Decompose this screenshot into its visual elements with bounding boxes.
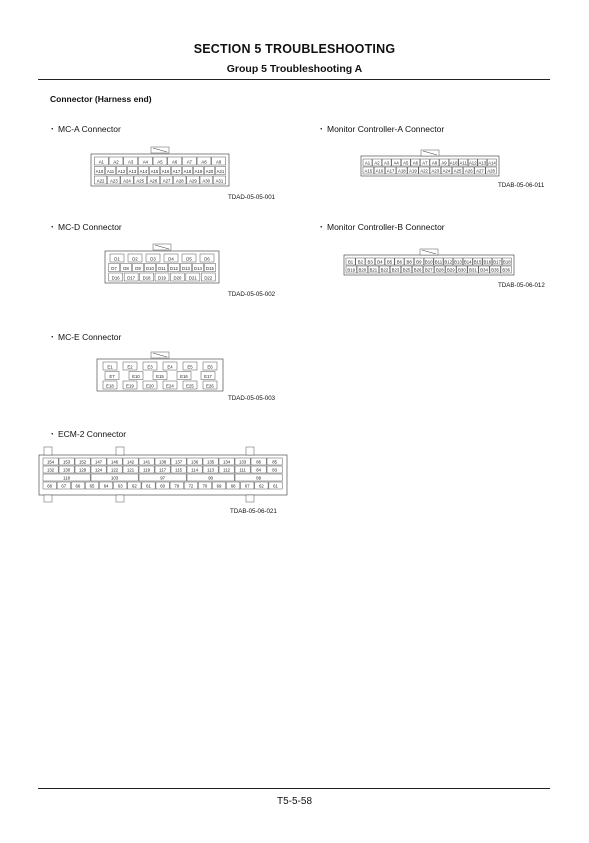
- pin-label: A27: [162, 178, 171, 184]
- pin-label: A25: [136, 178, 145, 184]
- pin-label: 119: [143, 467, 151, 473]
- pin-label: E25: [186, 383, 194, 389]
- page-number: T5-5-58: [276, 796, 312, 807]
- pin-label: A16: [375, 168, 384, 174]
- pin-label: 66: [75, 483, 81, 489]
- connector-label-mc-e: [48, 331, 121, 343]
- pin-label: 68: [230, 483, 236, 489]
- pin-label: A13: [128, 169, 137, 175]
- pin-label: A8: [431, 160, 438, 166]
- pin-label: B18: [502, 259, 511, 265]
- pin-label: 64: [103, 483, 109, 489]
- pin-label: B26: [413, 267, 422, 273]
- pin-label: B19: [347, 267, 356, 273]
- pin-label: 133: [239, 459, 247, 465]
- pin-label: 122: [111, 467, 119, 473]
- pin-label: 68: [47, 483, 53, 489]
- pin-label: D16: [111, 275, 120, 281]
- bullet-mark: ・: [48, 222, 57, 232]
- pin-label: A13: [478, 160, 487, 166]
- pin-label: 136: [191, 459, 199, 465]
- pin-label: B20: [358, 267, 367, 273]
- pin-label: D4: [168, 256, 174, 262]
- pin-label: 111: [239, 467, 246, 473]
- pin-label: 84: [256, 467, 261, 473]
- pin-label: D7: [111, 266, 117, 272]
- pin-label: 114: [191, 467, 199, 473]
- monitor-b-connector-diagram: [343, 249, 515, 277]
- pin-label: 72: [188, 483, 194, 489]
- pin-label: A16: [161, 169, 170, 175]
- connector-name: MC-A Connector: [58, 124, 121, 134]
- pin-label: 153: [63, 459, 71, 465]
- pin-label: A6: [412, 160, 418, 166]
- section-title: SECTION 5 TROUBLESHOOTING: [193, 42, 396, 56]
- pin-label: 103: [111, 475, 119, 481]
- pin-label: A11: [459, 160, 467, 166]
- pin-label: D14: [194, 266, 202, 272]
- pin-label: A14: [139, 169, 148, 175]
- pin-label: E10: [132, 374, 140, 380]
- pin-label: D20: [173, 275, 182, 281]
- mount-tab: [44, 495, 52, 502]
- pin-label: 113: [207, 467, 215, 473]
- pin-label: E26: [206, 383, 214, 389]
- pin-label: 137: [175, 459, 183, 465]
- pin-label: D13: [182, 266, 190, 272]
- connector-label-ecm2: [48, 428, 126, 440]
- pin-label: B30: [458, 267, 466, 273]
- pin-label: 138: [159, 459, 167, 465]
- pin-label: A10: [95, 169, 104, 175]
- figure-code-mc-a: TDAD-05-05-001: [228, 194, 276, 201]
- pin-label: 142: [127, 459, 135, 465]
- pin-label: A2: [113, 159, 119, 165]
- pin-label: A17: [172, 169, 181, 175]
- pin-label: 83: [272, 467, 277, 473]
- pin-label: 63: [117, 483, 123, 489]
- connector-name: Monitor Controller-B Connector: [327, 222, 445, 232]
- pin-label: A3: [128, 159, 134, 165]
- connector-name: ECM-2 Connector: [58, 429, 127, 439]
- monitor-a-connector-diagram: [360, 150, 500, 178]
- pin-label: A29: [189, 178, 197, 184]
- mc-d-connector-diagram: [104, 243, 220, 285]
- pin-label: A19: [409, 168, 417, 174]
- pin-label: 70: [202, 483, 208, 489]
- pin-label: B10: [424, 259, 433, 265]
- pin-label: A2: [374, 160, 380, 166]
- pin-label: D18: [142, 275, 151, 281]
- pin-label: 115: [175, 467, 183, 473]
- pin-label: B3: [367, 259, 373, 265]
- pin-label: A25: [453, 168, 462, 174]
- pin-label: B35: [491, 267, 499, 273]
- pin-label: 135: [207, 459, 215, 465]
- pin-label: D10: [146, 266, 154, 272]
- pin-label: 130: [63, 467, 71, 473]
- pin-label: B29: [447, 267, 455, 273]
- pin-label: D8: [123, 266, 129, 272]
- pin-label: A4: [393, 160, 399, 166]
- pin-label: D21: [188, 275, 197, 281]
- pin-label: 62: [259, 483, 264, 489]
- pin-label: B22: [380, 267, 389, 273]
- connector-label-mc-d: [48, 221, 122, 233]
- pin-label: E4: [167, 364, 173, 370]
- mount-tab: [246, 495, 254, 502]
- pin-label: A28: [175, 178, 184, 184]
- pin-label: 67: [61, 483, 67, 489]
- pin-label: A31: [215, 178, 224, 184]
- pin-label: A9: [441, 160, 447, 166]
- pin-label: A1: [98, 159, 104, 165]
- pin-label: 79: [174, 483, 180, 489]
- pin-label: 118: [63, 475, 71, 481]
- pin-label: D12: [170, 266, 178, 272]
- bullet-mark: ・: [48, 332, 57, 342]
- pin-label: D5: [186, 256, 192, 262]
- ecm2-connector-diagram: [38, 447, 288, 503]
- mount-tab: [246, 447, 254, 455]
- pin-label: B5: [387, 259, 393, 265]
- pin-label: B17: [493, 259, 501, 265]
- pin-label: 67: [244, 483, 250, 489]
- pin-label: B9: [416, 259, 422, 265]
- pin-label: A4: [142, 159, 148, 165]
- section-heading: Connector (Harness end): [50, 94, 152, 104]
- pin-label: 90: [208, 475, 213, 481]
- pin-label: D11: [158, 266, 166, 272]
- pin-label: 117: [159, 467, 167, 473]
- pin-label: B27: [424, 267, 433, 273]
- pin-label: B15: [473, 259, 482, 265]
- bullet-mark: ・: [317, 124, 326, 134]
- pin-label: 85: [272, 459, 277, 465]
- pin-label: A26: [464, 168, 473, 174]
- pin-label: D9: [135, 266, 141, 272]
- pin-label: 97: [160, 475, 165, 481]
- pin-label: B21: [369, 267, 378, 273]
- pin-label: B6: [396, 259, 403, 265]
- figure-code-ecm2: TDAB-05-06-021: [230, 508, 277, 515]
- pin-label: A22: [96, 178, 105, 184]
- pin-label: 132: [47, 467, 55, 473]
- pin-label: D19: [158, 275, 166, 281]
- pin-label: A12: [117, 169, 126, 175]
- pin-label: 86: [256, 459, 261, 465]
- pin-label: A9: [216, 159, 222, 165]
- pin-label: A3: [383, 160, 390, 166]
- pin-label: E1: [107, 364, 113, 370]
- pin-label: D2: [132, 256, 138, 262]
- pin-label: D22: [204, 275, 213, 281]
- pin-label: E17: [204, 374, 212, 380]
- pin-label: A24: [123, 178, 131, 184]
- pin-label: 112: [223, 467, 231, 473]
- pin-label: A11: [106, 169, 115, 175]
- pin-label: A28: [487, 168, 495, 174]
- pin-label: B4: [377, 259, 383, 265]
- pin-label: A5: [157, 159, 163, 165]
- pin-label: A20: [205, 169, 214, 175]
- figure-code-mc-e: TDAD-05-05-003: [228, 395, 276, 402]
- pin-label: D17: [127, 275, 136, 281]
- pin-label: A24: [442, 168, 451, 174]
- pin-label: 62: [131, 483, 137, 489]
- pin-label: B2: [357, 259, 363, 265]
- pin-label: 60: [160, 483, 165, 489]
- pin-label: 89: [256, 475, 261, 481]
- pin-label: 129: [79, 467, 87, 473]
- pin-label: B34: [480, 267, 488, 273]
- pin-label: E16: [180, 374, 188, 380]
- pin-label: A5: [403, 160, 409, 166]
- pin-label: 134: [223, 459, 231, 465]
- pin-label: A23: [431, 168, 440, 174]
- pin-label: 147: [95, 459, 103, 465]
- figure-code-monitor-b: TDAB-05-06-012: [498, 282, 545, 289]
- pin-label: A18: [183, 169, 192, 175]
- connector-label-monitor-a: [317, 123, 444, 135]
- pin-label: B11: [434, 259, 443, 265]
- pin-label: E6: [207, 364, 213, 370]
- pin-label: B12: [444, 259, 453, 265]
- mount-tab: [116, 447, 124, 455]
- pin-label: A18: [397, 168, 406, 174]
- pin-label: 61: [146, 483, 151, 489]
- mc-a-connector-diagram: [90, 146, 230, 188]
- pin-label: B23: [391, 267, 400, 273]
- pin-label: E24: [166, 383, 174, 389]
- pin-label: E3: [147, 364, 153, 370]
- pin-label: B36: [502, 267, 510, 273]
- pin-label: D3: [150, 256, 156, 262]
- connector-name: MC-D Connector: [58, 222, 122, 232]
- pin-label: A7: [422, 160, 428, 166]
- pin-label: A12: [468, 160, 477, 166]
- figure-code-mc-d: TDAD-05-05-002: [228, 291, 276, 298]
- pin-label: A8: [201, 159, 207, 165]
- pin-label: 146: [111, 459, 119, 465]
- pin-label: B14: [463, 259, 472, 265]
- pin-label: E15: [156, 374, 164, 380]
- pin-label: E19: [126, 383, 134, 389]
- pin-label: A19: [194, 169, 203, 175]
- pin-label: A27: [476, 168, 484, 174]
- pin-label: D15: [206, 266, 214, 272]
- pin-label: B25: [402, 267, 411, 273]
- connector-name: MC-E Connector: [58, 332, 122, 342]
- pin-label: E20: [146, 383, 154, 389]
- bullet-mark: ・: [48, 429, 57, 439]
- pin-label: E7: [109, 374, 115, 380]
- pin-label: A22: [420, 168, 428, 174]
- pin-label: B1: [347, 259, 354, 265]
- group-title: Group 5 Troubleshooting A: [226, 63, 363, 75]
- pin-label: 61: [273, 483, 278, 489]
- pin-label: A15: [364, 168, 373, 174]
- connector-label-monitor-b: [317, 221, 445, 233]
- pin-label: A26: [149, 178, 158, 184]
- pin-label: 121: [127, 467, 135, 473]
- pin-label: E18: [106, 383, 114, 389]
- footer-rule: [38, 788, 550, 789]
- pin-label: 154: [47, 459, 55, 465]
- pin-label: A17: [386, 168, 395, 174]
- pin-label: 65: [89, 483, 95, 489]
- connector-name: Monitor Controller-A Connector: [327, 124, 445, 134]
- pin-label: B8: [406, 259, 412, 265]
- pin-label: A23: [109, 178, 118, 184]
- pin-label: A1: [364, 160, 371, 166]
- pin-label: B16: [483, 259, 492, 265]
- pin-label: A30: [202, 178, 211, 184]
- pin-label: A15: [150, 169, 159, 175]
- pin-label: 69: [216, 483, 222, 489]
- pin-label: B13: [454, 259, 462, 265]
- header-rule: [38, 79, 550, 80]
- pin-label: B31: [469, 267, 477, 273]
- pin-label: A10: [449, 160, 458, 166]
- figure-code-monitor-a: TDAB-05-06-011: [498, 182, 545, 189]
- pin-label: 152: [79, 459, 87, 465]
- pin-label: 124: [95, 467, 103, 473]
- mc-e-connector-diagram: [96, 351, 224, 393]
- pin-label: D1: [114, 256, 120, 262]
- pin-label: E2: [127, 364, 133, 370]
- pin-label: A6: [172, 159, 178, 165]
- pin-label: A21: [216, 169, 225, 175]
- pin-label: 141: [143, 459, 151, 465]
- pin-label: E5: [187, 364, 193, 370]
- mount-tab: [116, 495, 124, 502]
- pin-label: A14: [488, 160, 496, 166]
- pin-label: A7: [186, 159, 192, 165]
- bullet-mark: ・: [48, 124, 57, 134]
- connector-label-mc-a: [48, 123, 121, 135]
- pin-label: B28: [435, 267, 444, 273]
- mount-tab: [44, 447, 52, 455]
- pin-label: D6: [204, 256, 210, 262]
- bullet-mark: ・: [317, 222, 326, 232]
